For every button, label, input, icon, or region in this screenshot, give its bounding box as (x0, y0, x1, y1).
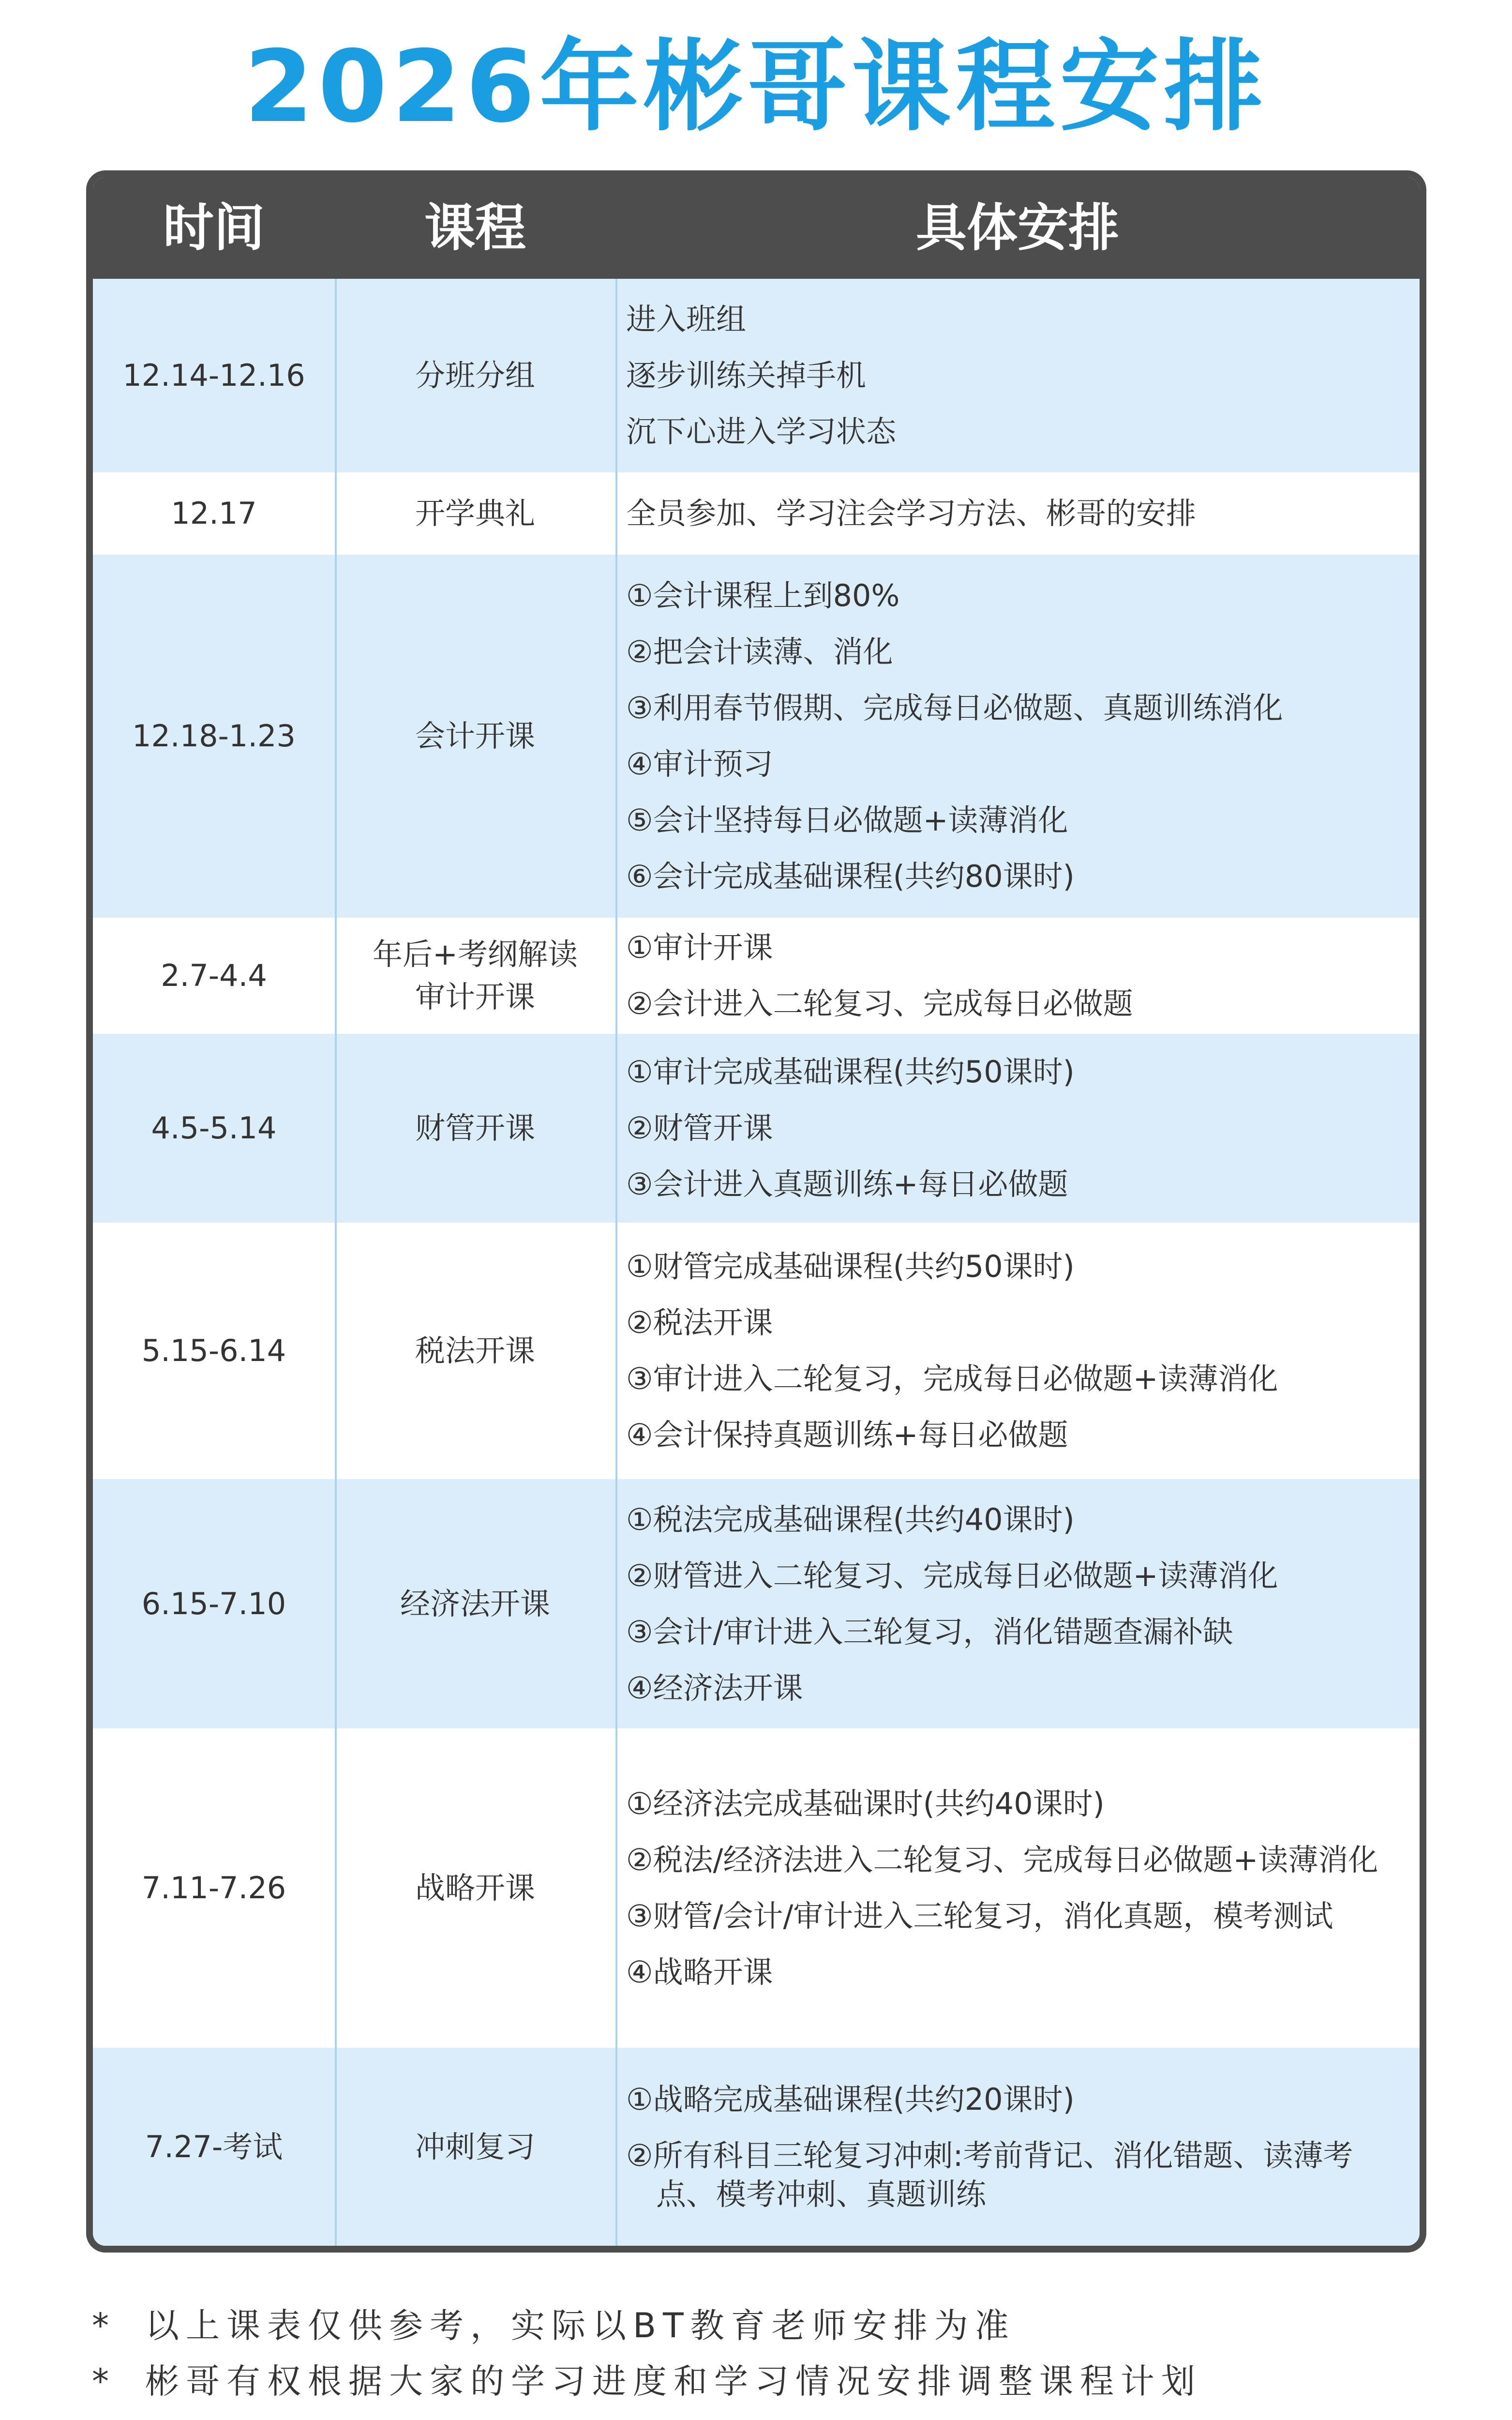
plan-item: 沉下心进入学习状态 (626, 414, 897, 449)
note-marker: * (92, 2306, 109, 2345)
plan-item: ①财管完成基础课程(共约50课时) (626, 1249, 1075, 1284)
table-row (93, 1034, 1420, 1223)
plan-item: ②会计进入二轮复习、完成每日必做题 (626, 986, 1133, 1021)
row-plan (626, 918, 1410, 1034)
plan-item: 全员参加、学习注会学习方法、彬哥的安排 (626, 496, 1197, 531)
row-time: 12.14-12.16 (122, 358, 305, 393)
plan-item: ①经济法完成基础课时(共约40课时) (626, 1786, 1105, 1821)
row-plan (626, 1479, 1410, 1728)
table-row (93, 2048, 1420, 2246)
row-plan (626, 555, 1410, 918)
row-plan (626, 1034, 1410, 1223)
row-course: 财管开课 (415, 1110, 535, 1146)
row-time: 7.11-7.26 (141, 1870, 286, 1906)
table-row (93, 1223, 1420, 1479)
plan-item: ③会计/审计进入三轮复习，消化错题查漏补缺 (626, 1614, 1233, 1649)
note-text: 彬哥有权根据大家的学习进度和学习情况安排调整课程计划 (145, 2361, 1202, 2401)
plan-item: ④战略开课 (626, 1954, 773, 1990)
plan-item: ②把会计读薄、消化 (626, 634, 893, 669)
table-row (93, 472, 1420, 555)
plan-item: ⑥会计完成基础课程(共约80课时) (626, 859, 1075, 894)
table-row (93, 1728, 1420, 2048)
row-time: 12.18-1.23 (132, 718, 296, 754)
page-title: 2026年彬哥课程安排 (244, 30, 1268, 145)
table-row (93, 918, 1420, 1034)
plan-item: ①会计课程上到80% (626, 578, 900, 613)
plan-item: ③会计进入真题训练+每日必做题 (626, 1166, 1068, 1202)
header-course: 课程 (424, 198, 526, 257)
row-course: 税法开课 (415, 1333, 535, 1368)
row-course: 会计开课 (415, 718, 535, 754)
plan-item: ③利用春节假期、完成每日必做题、真题训练消化 (626, 690, 1283, 726)
column-divider-1 (335, 279, 337, 2246)
table-header (93, 177, 1420, 279)
note-2 (92, 2357, 1202, 2405)
plan-item: ③财管/会计/审计进入三轮复习，消化真题，模考测试 (626, 1898, 1333, 1934)
plan-item: ④会计保持真题训练+每日必做题 (626, 1417, 1068, 1452)
plan-item: ②财管进入二轮复习、完成每日必做题+读薄消化 (626, 1558, 1278, 1593)
plan-item: 进入班组 (626, 302, 747, 337)
plan-item: ③审计进入二轮复习，完成每日必做题+读薄消化 (626, 1361, 1278, 1396)
note-1 (92, 2301, 1016, 2350)
row-time: 2.7-4.4 (161, 958, 267, 993)
header-time: 时间 (163, 198, 265, 257)
row-time: 6.15-7.10 (141, 1586, 286, 1621)
note-text: 以上课表仅供参考，实际以BT教育老师安排为准 (145, 2306, 1016, 2345)
table-row (93, 555, 1420, 918)
row-course: 冲刺复习 (415, 2129, 535, 2164)
row-course: 分班分组 (415, 358, 535, 393)
plan-item: ①审计完成基础课程(共约50课时) (626, 1054, 1075, 1089)
table-row (93, 279, 1420, 472)
plan-item: ④审计预习 (626, 746, 773, 782)
plan-item: ②所有科目三轮复习冲刺:考前背记、消化错题、读薄考点、模考冲刺、真题训练 (626, 2137, 1353, 2212)
plan-item: ①战略完成基础课程(共约20课时) (626, 2081, 1075, 2117)
row-course: 经济法开课 (400, 1586, 550, 1621)
column-divider-2 (615, 279, 617, 2246)
schedule-table (86, 170, 1426, 2253)
row-time: 5.15-6.14 (141, 1333, 286, 1368)
row-course: 战略开课 (415, 1870, 535, 1906)
row-plan (626, 279, 1410, 472)
header-plan: 具体安排 (915, 198, 1119, 257)
plan-item: ②财管开课 (626, 1110, 773, 1146)
table-row (93, 1479, 1420, 1728)
plan-item: ②税法/经济法进入二轮复习、完成每日必做题+读薄消化 (626, 1842, 1378, 1877)
row-time: 4.5-5.14 (151, 1110, 277, 1146)
row-course: 年后+考纲解读审计开课 (373, 937, 578, 1014)
plan-item: ①税法完成基础课程(共约40课时) (626, 1501, 1075, 1537)
plan-item: ①审计开课 (626, 930, 773, 965)
row-plan (626, 2048, 1410, 2246)
note-marker: * (92, 2361, 109, 2401)
row-time: 12.17 (171, 496, 257, 531)
plan-item: ②税法开课 (626, 1305, 773, 1340)
plan-item: 逐步训练关掉手机 (626, 358, 867, 393)
row-time: 7.27-考试 (145, 2129, 283, 2164)
plan-item: ④经济法开课 (626, 1670, 803, 1706)
row-course: 开学典礼 (415, 496, 535, 531)
row-plan (626, 472, 1410, 555)
row-plan (626, 1223, 1410, 1479)
row-plan (626, 1728, 1410, 2048)
plan-item: ⑤会计坚持每日必做题+读薄消化 (626, 802, 1068, 838)
